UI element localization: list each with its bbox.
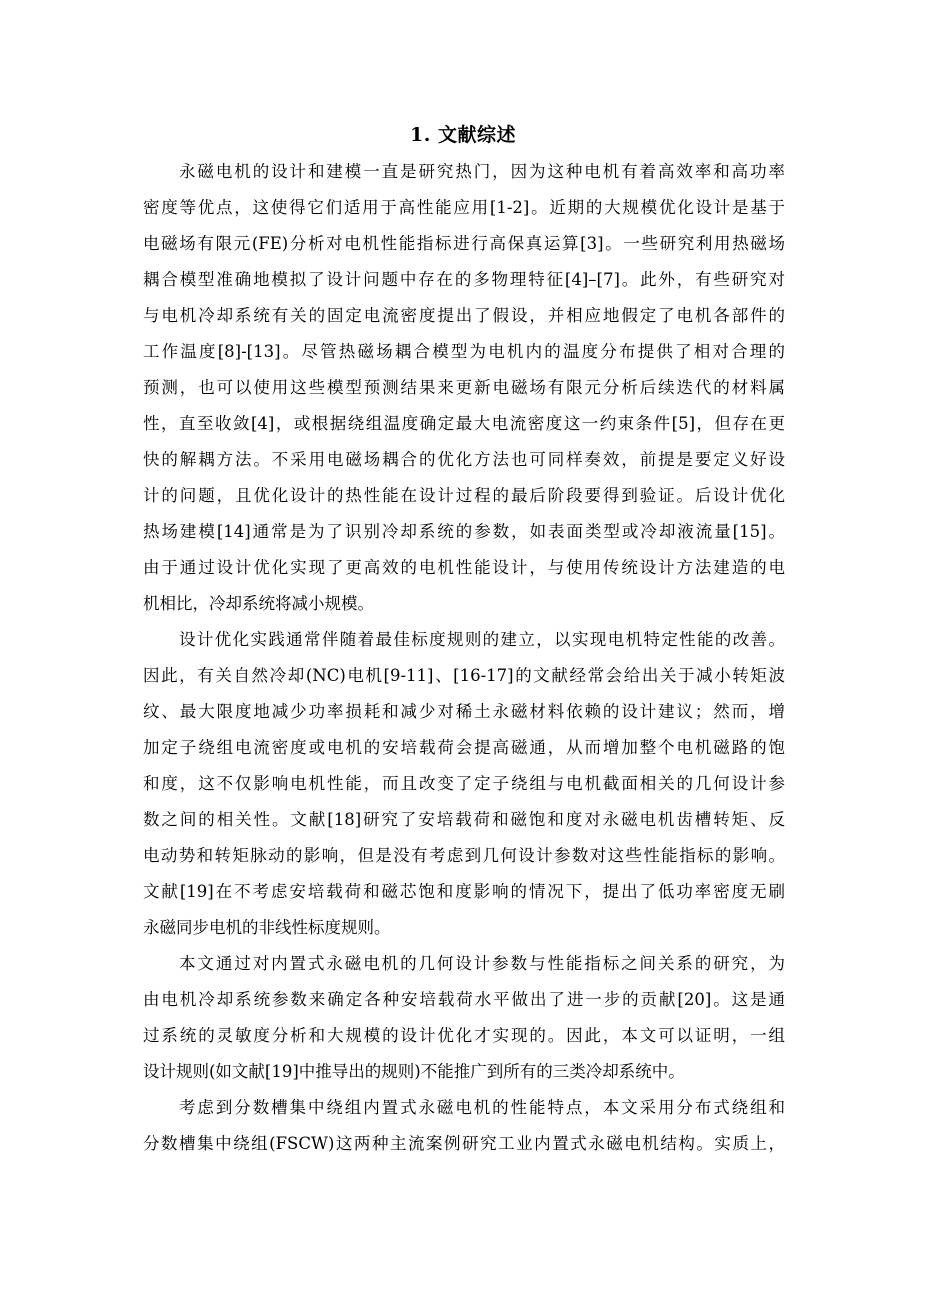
text-line: 由电机冷却系统参数来确定各种安培载荷水平做出了进一步的贡献[20]。这是通 (143, 990, 785, 1009)
text-line: 密度等优点，这使得它们适用于高性能应用[1-2]。近期的大规模优化设计是基于 (143, 198, 785, 217)
text-line: 与电机冷却系统有关的固定电流密度提出了假设，并相应地假定了电机各部件的 (143, 306, 785, 325)
text-line: 永磁电机的设计和建模一直是研究热门，因为这种电机有着高效率和高功率 (179, 162, 785, 181)
text-line: 工作温度[8]-[13]。尽管热磁场耦合模型为电机内的温度分布提供了相对合理的 (143, 342, 785, 361)
text-line: 过系统的灵敏度分析和大规模的设计优化才实现的。因此，本文可以证明，一组 (143, 1026, 785, 1045)
text-line: 热场建模[14]通常是为了识别冷却系统的参数，如表面类型或冷却液流量[15]。 (143, 522, 785, 541)
text-line: 预测，也可以使用这些模型预测结果来更新电磁场有限元分析后续迭代的材料属 (143, 378, 785, 397)
text-line: 文献[19]在不考虑安培载荷和磁芯饱和度影响的情况下，提出了低功率密度无刷 (143, 882, 785, 901)
text-line: 加定子绕组电流密度或电机的安培载荷会提高磁通，从而增加整个电机磁路的饱 (143, 738, 785, 757)
text-line: 设计规则(如文献[19]中推导出的规则)不能推广到所有的三类冷却系统中。 (143, 1062, 685, 1081)
section-title: 1. 文献综述 (410, 124, 516, 146)
text-line: 分数槽集中绕组(FSCW)这两种主流案例研究工业内置式永磁电机结构。实质上， (143, 1134, 785, 1153)
text-line: 由于通过设计优化实现了更高效的电机性能设计，与使用传统设计方法建造的电 (143, 558, 785, 577)
text-line: 快的解耦方法。不采用电磁场耦合的优化方法也可同样奏效，前提是要定义好设 (143, 450, 785, 469)
text-line: 因此，有关自然冷却(NC)电机[9-11]、[16-17]的文献经常会给出关于减小转矩波 (143, 666, 785, 685)
text-line: 数之间的相关性。文献[18]研究了安培载荷和磁饱和度对永磁电机齿槽转矩、反 (143, 810, 785, 829)
text-line: 计的问题，且优化设计的热性能在设计过程的最后阶段要得到验证。后设计优化 (143, 486, 785, 505)
text-line: 设计优化实践通常伴随着最佳标度规则的建立，以实现电机特定性能的改善。 (179, 630, 785, 649)
text-line: 电磁场有限元(FE)分析对电机性能指标进行高保真运算[3]。一些研究利用热磁场 (143, 234, 785, 253)
text-line: 和度，这不仅影响电机性能，而且改变了定子绕组与电机截面相关的几何设计参 (143, 774, 785, 793)
text-line: 机相比，冷却系统将减小规模。 (143, 594, 374, 613)
text-line: 耦合模型准确地模拟了设计问题中存在的多物理特征[4]–[7]。此外，有些研究对 (143, 270, 785, 289)
text-line: 永磁同步电机的非线性标度规则。 (143, 918, 391, 937)
text-line: 考虑到分数槽集中绕组内置式永磁电机的性能特点，本文采用分布式绕组和 (179, 1098, 785, 1117)
text-line: 电动势和转矩脉动的影响，但是没有考虑到几何设计参数对这些性能指标的影响。 (143, 846, 785, 865)
text-line: 性，直至收敛[4]，或根据绕组温度确定最大电流密度这一约束条件[5]，但存在更 (143, 414, 785, 433)
text-line: 本文通过对内置式永磁电机的几何设计参数与性能指标之间关系的研究，为 (179, 954, 785, 973)
text-line: 纹、最大限度地减少功率损耗和减少对稀土永磁材料依赖的设计建议；然而，增 (143, 702, 785, 721)
